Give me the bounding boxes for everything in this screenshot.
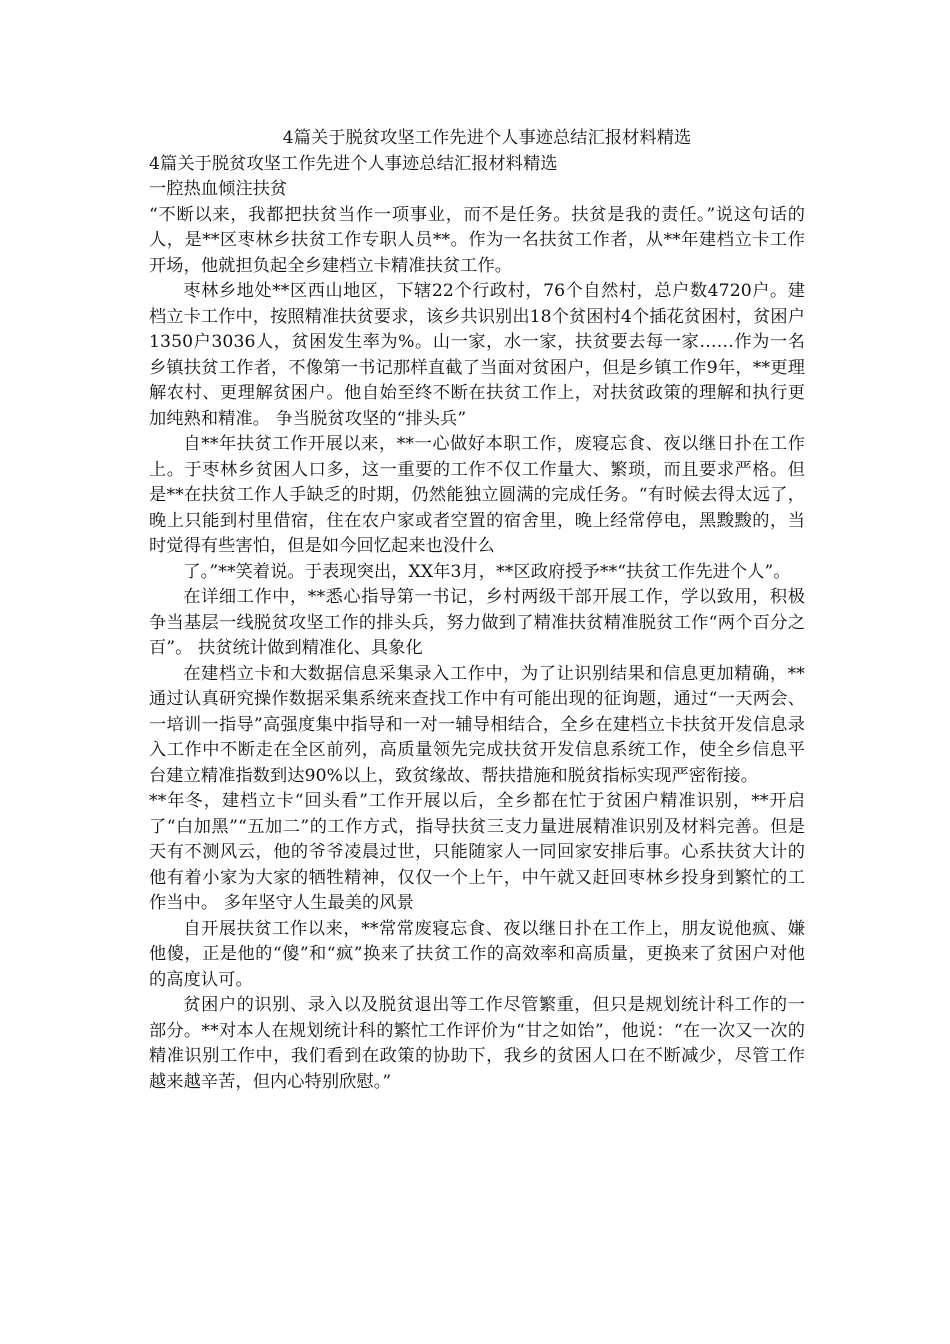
paragraph-5: 在详细工作中，**悉心指导第一书记，乡村两级干部开展工作，学以致用，积极争当基层一线脱贫攻坚工作的排头兵，努力做到了精准扶贫精准脱贫工作“两个百分之百”。 扶贫统计做到精准化、具象化 bbox=[149, 587, 805, 658]
paragraph-9: 贫困户的识别、录入以及脱贫退出等工作尽管繁重，但只是规划统计科工作的一部分。**对本人在规划统计科的繁忙工作评价为“甘之如饴”，他说：“在一次又一次的精准识别工作中，我们看到在政策的协助下，我乡的贫困人口在不断减少，尽管工作越来越辛苦，但内心特别欣慰。” bbox=[149, 995, 805, 1092]
paragraph-1: “不断以来，我都把扶贫当作一项事业，而不是任务。扶贫是我的责任。”说这句话的人，是**区枣林乡扶贫工作专职人员**。作为一名扶贫工作者，从**年建档立卡工作开场，他就担负起全乡建档立卡精准扶贫工作。 bbox=[149, 204, 805, 276]
document-page bbox=[149, 126, 805, 1095]
paragraph-7: **年冬，建档立卡“回头看”工作开展以后，全乡都在忙于贫困户精准识别，**开启了“白加黑”“五加二”的工作方式，指导扶贫三支力量进展精准识别及材料完善。但是天有不测风云，他的爷爷凌晨过世，只能随家人一同回家安排后事。心系扶贫大计的他有着小家为大家的牺牲精神，仅仅一个上午，中午就又赶回枣林乡投身到繁忙的工作当中。 多年坚守人生最美的风景 bbox=[149, 791, 805, 913]
paragraph-6: 在建档立卡和大数据信息采集录入工作中，为了让识别结果和信息更加精确，**通过认真研究操作数据采集系统来查找工作中有可能出现的征询题，通过“一天两会、一培训一指导”高强度集中指导和一对一辅导相结合，全乡在建档立卡扶贫开发信息录入工作中不断走在全区前列，高质量领先完成扶贫开发信息系统工作，使全乡信息平台建立精准指数到达90%以上，致贫缘故、帮扶措施和脱贫指标实现严密衔接。 bbox=[149, 663, 805, 786]
paragraph-8: 自开展扶贫工作以来，**常常废寝忘食、夜以继日扑在工作上，朋友说他疯、嫌他傻，正是他的“傻”和“疯”换来了扶贫工作的高效率和高质量，更换来了贫困户对他的高度认可。 bbox=[149, 918, 805, 990]
document-title-left: 4篇关于脱贫攻坚工作先进个人事迹总结汇报材料精选 bbox=[149, 153, 558, 174]
paragraph-4: 了。”**笑着说。于表现突出，XX年3月，**区政府授予**“扶贫工作先进个人”。 bbox=[183, 561, 791, 582]
section-heading-1: 一腔热血倾注扶贫 bbox=[149, 179, 288, 199]
document-title-centered: 4篇关于脱贫攻坚工作先进个人事迹总结汇报材料精选 bbox=[282, 128, 692, 148]
paragraph-2: 枣林乡地处**区西山地区，下辖22个行政村，76个自然村，总户数4720户。建档立卡工作中，按照精准扶贫要求，该乡共识别出18个贫困村4个插花贫困村，贫困户1350户3036人，贫困发生率为%。山一家，水一家，扶贫要去每一家……作为一名乡镇扶贫工作者，不像第一书记那样直截了当面对贫困户，但是乡镇工作9年，**更理解农村、更理解贫困户。他自始至终不断在扶贫工作上，对扶贫政策的理解和执行更加纯熟和精准。 争当脱贫攻坚的“排头兵” bbox=[149, 281, 805, 429]
paragraph-3: 自**年扶贫工作开展以来，**一心做好本职工作，废寝忘食、夜以继日扑在工作上。于枣林乡贫困人口多，这一重要的工作不仅工作量大、繁琐，而且要求严格。但是**在扶贫工作人手缺乏的时期，仍然能独立圆满的完成任务。“有时候去得太远了，晚上只能到村里借宿，住在农户家或者空置的宿舍里，晚上经常停电，黑黢黢的，当时觉得有些害怕，但是如今回忆起来也没什么 bbox=[149, 434, 805, 556]
